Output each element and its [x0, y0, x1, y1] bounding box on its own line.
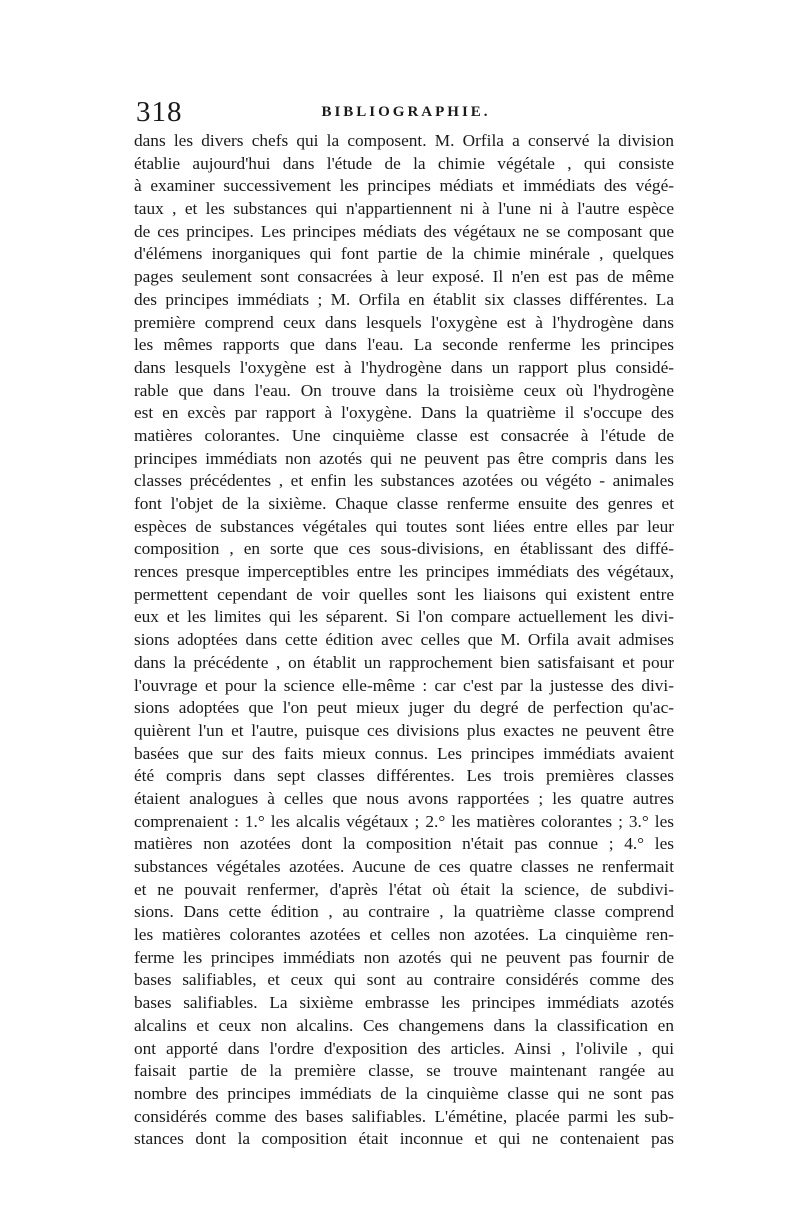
running-title: BIBLIOGRAPHIE. [321, 104, 491, 120]
text-line: ferme les principes immédiats non azotés qui ne peuvent pas fournir de [134, 947, 674, 967]
text-line: matières non azotées dont la composition n'était pas connue ; 4.° les [134, 834, 674, 854]
text-line: basées que sur des faits mieux connus. Les principes immédiats avaient [134, 743, 674, 763]
text-line: comprenaient : 1.° les alcalis végétaux ; 2.° les matières colorantes ; 3.° les [134, 811, 674, 831]
text-line: établie aujourd'hui dans l'étude de la chimie végétale , qui consiste [134, 153, 674, 173]
text-line: est en excès par rapport à l'oxygène. Dans la quatrième il s'occupe des [134, 403, 674, 423]
text-line: permettent cependant de voir quelles sont les liaisons qui existent entre [134, 584, 674, 604]
text-line: les matières colorantes azotées et celles non azotées. La cinquième ren- [134, 925, 674, 945]
text-line: composition , en sorte que ces sous-divisions, en établissant des diffé- [134, 539, 674, 559]
text-line: nombre des principes immédiats de la cinquième classe qui ne sont pas [134, 1083, 674, 1103]
text-line: dans la précédente , on établit un rapprochement bien satisfaisant et pour [134, 652, 674, 672]
text-line: quièrent l'un et l'autre, puisque ces divisions plus exactes ne peuvent être [134, 720, 674, 740]
text-line: l'ouvrage et pour la science elle-même : car c'est par la justesse des divi- [134, 675, 674, 695]
text-line: eux et les limites qui les séparent. Si l'on compare actuellement les divi- [134, 607, 674, 627]
text-line: matières colorantes. Une cinquième classe est consacrée à l'étude de [134, 425, 674, 445]
text-line: bases salifiables. La sixième embrasse les principes immédiats azotés [134, 993, 674, 1013]
text-line: étaient analogues à celles que nous avons rapportées ; les quatre autres [134, 788, 674, 808]
text-line: des principes immédiats ; M. Orfila en établit six classes différentes. La [134, 289, 674, 309]
body-text [134, 130, 674, 1151]
text-line: font l'objet de la sixième. Chaque classe renferme ensuite des genres et [134, 494, 674, 513]
text-line: substances végétales azotées. Aucune de ces quatre classes ne renfermait [134, 857, 674, 876]
text-line: d'élémens inorganiques qui font partie de la chimie minérale , quelques [134, 244, 674, 264]
text-line: dans les divers chefs qui la composent. M. Orfila a conservé la division [134, 131, 674, 150]
text-line: espèces de substances végétales qui toutes sont liées entre elles par leur [134, 516, 674, 536]
text-line: taux , et les substances qui n'appartiennent ni à l'une ni à l'autre espèce [134, 199, 674, 219]
text-line: pages seulement sont consacrées à leur exposé. Il n'en est pas de même [134, 267, 674, 287]
text-line: première comprend ceux dans lesquels l'oxygène est à l'hydrogène dans [134, 312, 674, 332]
text-line: sions adoptées que l'on peut mieux juger du degré de perfection qu'ac- [134, 698, 674, 718]
text-line: rences presque imperceptibles entre les principes immédiats des végétaux, [134, 562, 674, 582]
text-line: classes précédentes , et enfin les substances azotées ou végéto - animales [134, 471, 674, 491]
text-line: ont apporté dans l'ordre d'exposition des articles. Ainsi , l'olivile , qui [134, 1038, 674, 1058]
text-line: à examiner successivement les principes médiats et immédiats des végé- [134, 176, 674, 196]
text-line: été compris dans sept classes différentes. Les trois premières classes [134, 766, 674, 786]
text-line: et ne pouvait renfermer, d'après l'état où était la science, de subdivi- [134, 879, 674, 899]
text-line: considérés comme des bases salifiables. L'émétine, placée parmi les sub- [134, 1106, 674, 1126]
text-line: principes immédiats non azotés qui ne peuvent pas être compris dans les [134, 448, 674, 468]
text-line: sions. Dans cette édition , au contraire , la quatrième classe comprend [134, 902, 674, 922]
page-header [136, 95, 676, 129]
text-line: rable que dans l'eau. On trouve dans la troisième ceux où l'hydrogène [134, 380, 674, 400]
page-number: 318 [136, 96, 183, 128]
text-line: faisait partie de la première classe, se trouve maintenant rangée au [134, 1061, 674, 1081]
text-line: sions adoptées dans cette édition avec celles que M. Orfila avait admises [134, 630, 674, 650]
text-line: dans lesquels l'oxygène est à l'hydrogène dans un rapport plus considé- [134, 357, 674, 377]
text-line: alcalins et ceux non alcalins. Ces changemens dans la classification en [134, 1015, 674, 1035]
text-line: bases salifiables, et ceux qui sont au contraire considérés comme des [134, 970, 674, 990]
text-line: stances dont la composition était inconnue et qui ne contenaient pas [134, 1129, 674, 1149]
text-line: de ces principes. Les principes médiats des végétaux ne se composant que [134, 221, 674, 241]
text-line: les mêmes rapports que dans l'eau. La seconde renferme les principes [134, 335, 674, 355]
